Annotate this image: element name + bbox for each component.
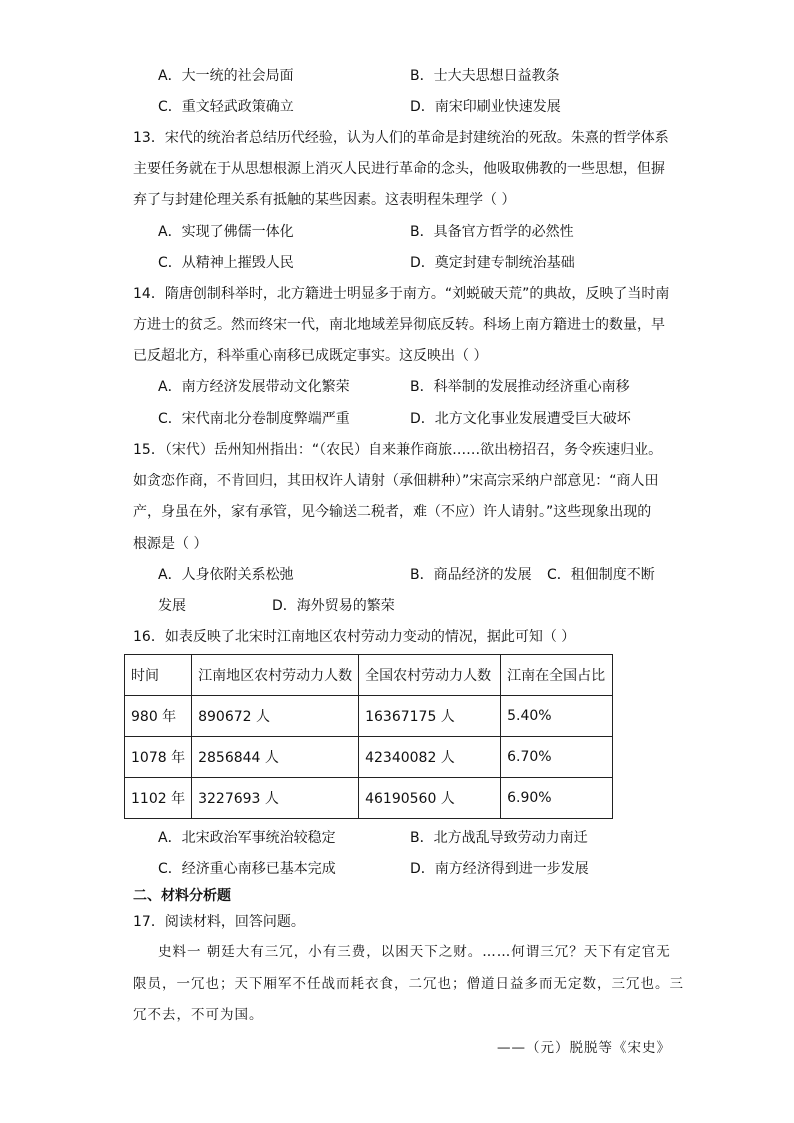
q16-option-c: C．经济重心南移已基本完成	[158, 861, 336, 877]
q17-source-citation: ——（元）脱脱等《宋史》	[497, 1040, 671, 1056]
q16-option-b: B．北方战乱导致劳动力南迁	[410, 830, 588, 846]
q16-stem: 16．如表反映了北宋时江南地区农村劳动力变动的情况，据此可知（ ）	[133, 629, 576, 645]
table-cell: 5.40%	[501, 696, 613, 737]
q15-option-c-continued: 发展	[158, 598, 186, 614]
q13-option-d: D．奠定封建专制统治基础	[410, 255, 575, 271]
q13-stem-line-2: 主要任务就在于从思想根源上消灭人民进行革命的念头，他吸取佛教的一些思想，但摒	[133, 161, 665, 177]
q16-table	[124, 654, 613, 819]
q14-stem-line-1: 14．隋唐创制科举时，北方籍进士明显多于南方。“刘蜕破天荒”的典故，反映了当时南	[133, 286, 670, 302]
table-header-cell: 江南地区农村劳动力人数	[192, 655, 359, 696]
table-cell: 6.90%	[501, 778, 613, 819]
q15-stem-line-1: 15．（宋代）岳州知州指出：“（农民）自来兼作商旅……欲出榜招召，务令疾速归业。	[133, 442, 663, 458]
q12-option-b: B．士大夫思想日益教条	[410, 68, 560, 84]
q13-option-c: C．从精神上摧毁人民	[158, 255, 294, 271]
section-title: 二、材料分析题	[133, 888, 231, 904]
table-cell: 6.70%	[501, 737, 613, 778]
q13-option-a: A．实现了佛儒一体化	[158, 224, 294, 240]
q17-stem: 17．阅读材料，回答问题。	[133, 914, 305, 930]
table-cell: 1078 年	[125, 737, 192, 778]
table-cell: 16367175 人	[359, 696, 501, 737]
q17-material-line-1: 史料一 朝廷大有三冗，小有三费，以困天下之财。……何谓三冗？天下有定官无	[158, 944, 671, 960]
q17-material-line-3: 冗不去，不可为国。	[133, 1007, 264, 1023]
q12-option-d: D．南宋印刷业快速发展	[410, 99, 561, 115]
q15-stem-line-4: 根源是（ ）	[133, 536, 208, 552]
q12-option-c: C．重文轻武政策确立	[158, 99, 294, 115]
q14-stem-line-2: 方进士的贫乏。然而终宋一代，南北地域差异彻底反转。科场上南方籍进士的数量，早	[133, 317, 665, 333]
q14-option-a: A．南方经济发展带动文化繁荣	[158, 379, 350, 395]
q13-option-b: B．具备官方哲学的必然性	[410, 224, 574, 240]
table-cell: 42340082 人	[359, 737, 501, 778]
q15-option-b: B．商品经济的发展	[410, 567, 532, 583]
q17-material-line-2: 限员，一冗也；天下厢军不任战而耗衣食，二冗也；僧道日益多而无定数，三冗也。三	[133, 976, 684, 992]
q14-option-b: B．科举制的发展推动经济重心南移	[410, 379, 630, 395]
q15-option-c: C．租佃制度不断	[547, 567, 655, 583]
table-header-cell: 全国农村劳动力人数	[359, 655, 501, 696]
table-cell: 46190560 人	[359, 778, 501, 819]
q16-option-a: A．北宋政治军事统治较稳定	[158, 830, 336, 846]
q14-option-d: D．北方文化事业发展遭受巨大破坏	[410, 411, 631, 427]
table-cell: 890672 人	[192, 696, 359, 737]
table-cell: 3227693 人	[192, 778, 359, 819]
table-cell: 980 年	[125, 696, 192, 737]
table-cell: 1102 年	[125, 778, 192, 819]
q15-option-a: A．人身依附关系松弛	[158, 567, 294, 583]
table-cell: 2856844 人	[192, 737, 359, 778]
q13-stem-line-3: 弃了与封建伦理关系有抵触的某些因素。这表明程朱理学（ ）	[133, 192, 516, 208]
table-header-cell: 江南在全国占比	[501, 655, 613, 696]
q15-option-d: D．海外贸易的繁荣	[272, 598, 395, 614]
q14-option-c: C．宋代南北分卷制度弊端严重	[158, 411, 350, 427]
table-header-row	[125, 655, 613, 696]
table-row	[125, 696, 613, 737]
q12-option-a: A．大一统的社会局面	[158, 68, 294, 84]
q16-option-d: D．南方经济得到进一步发展	[410, 861, 589, 877]
q13-stem-line-1: 13．宋代的统治者总结历代经验，认为人们的革命是封建统治的死敌。朱熹的哲学体系	[133, 130, 669, 146]
table-row	[125, 778, 613, 819]
table-header-cell: 时间	[125, 655, 192, 696]
q15-stem-line-2: 如贪恋作商，不肯回归，其田权许人请射（承佃耕种）”宋高宗采纳户部意见：“商人田	[133, 473, 659, 489]
q15-stem-line-3: 产，身虽在外，家有承管，见今输送二税者，难（不应）许人请射。”这些现象出现的	[133, 504, 652, 520]
table-row	[125, 737, 613, 778]
q14-stem-line-3: 已反超北方，科举重心南移已成既定事实。这反映出（ ）	[133, 348, 488, 364]
